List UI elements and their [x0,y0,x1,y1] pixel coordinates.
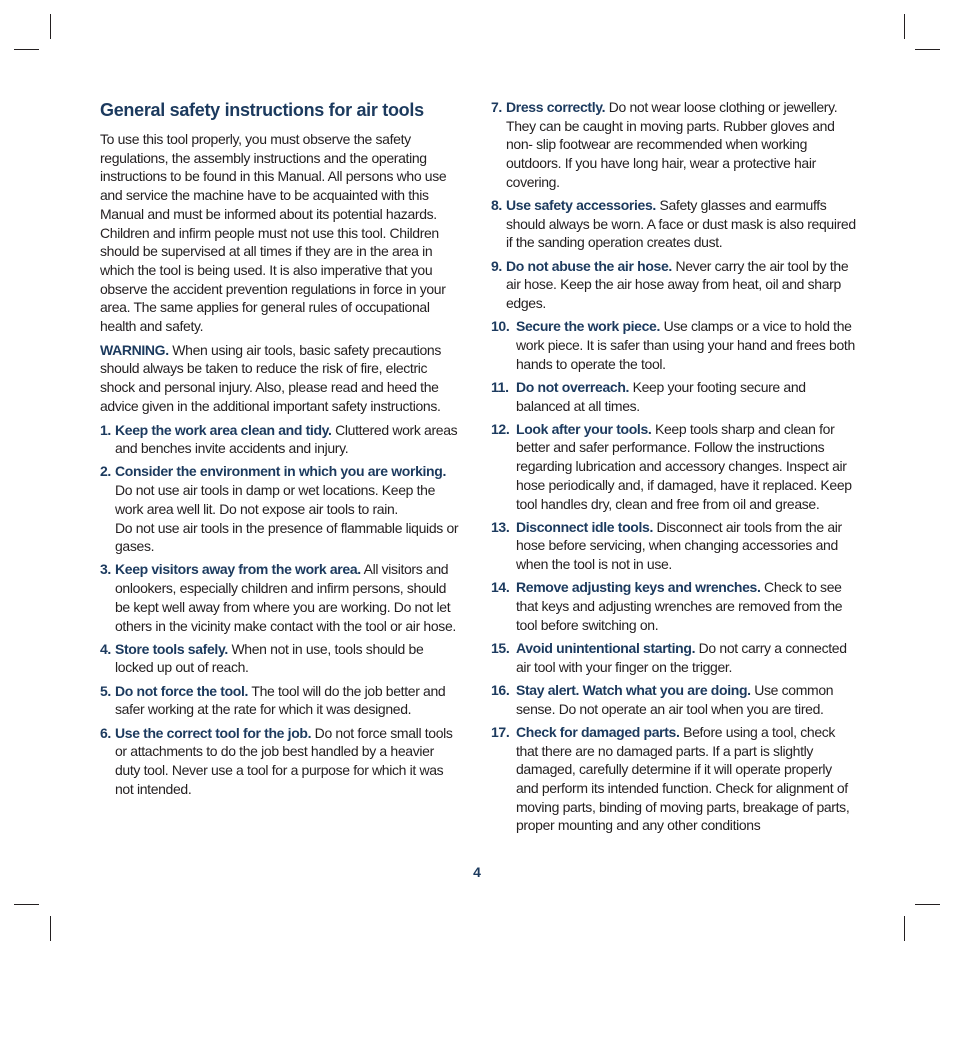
crop-mark-bottom-left-horizontal [14,904,39,905]
item-text: Before using a tool, check that there are no damaged parts. If a part is slightly damaged, carefully determine if it will operate properly and perform its intended function. Check for alignment of moving parts, binding of moving parts, breakage of parts, proper mounting and any other conditions [516,723,850,834]
crop-mark-bottom-left-vertical [50,916,51,941]
item-title: Use the correct tool for the job. [115,724,312,741]
item-number: 11. [491,378,509,395]
item-text: Cluttered work areas and benches invite accidents and injury. [115,421,458,457]
item-text-second: Do not use air tools in the presence of flammable liquids or gases. [115,519,459,555]
section-heading: General safety instructions for air tools [100,100,424,120]
item-number: 8. [491,197,502,214]
right-column [491,98,857,840]
crop-mark-top-right-horizontal [915,49,940,50]
item-text: Use common sense. Do not operate an air tool when you are tired. [516,681,834,717]
crop-mark-top-left-vertical [50,14,51,39]
warning-label: WARNING. [100,341,169,358]
list-item [491,420,857,514]
item-number: 5. [100,682,111,699]
item-title: Stay alert. Watch what you are doing. [516,681,751,698]
list-item [491,639,857,676]
item-text: All visitors and onlookers, especially children and infirm persons, should be kept well away from where you are working. Do not let others in the vicinity make contact with the tool or air hose. [115,561,456,634]
list-item [491,681,857,718]
item-number: 9. [491,257,502,274]
list-item [491,378,857,415]
list-item [491,723,857,835]
item-number: 14. [491,579,510,596]
item-title: Use safety accessories. [506,197,656,214]
item-text: Use clamps or a vice to hold the work piece. It is safer than using your hand and frees both hands to operate the tool. [516,318,855,372]
item-text: Disconnect air tools from the air hose before servicing, when changing accessories and when the tool is not in use. [516,518,842,573]
item-title: Do not overreach. [516,378,630,395]
item-title: Do not force the tool. [115,682,249,699]
item-title: Disconnect idle tools. [516,518,653,535]
item-title: Dress correctly. [506,99,606,115]
item-text: The tool will do the job better and safer working at the rate for which it was designed. [115,682,446,718]
item-title: Keep visitors away from the work area. [115,561,361,578]
item-text: Do not use air tools in damp or wet locations. Keep the work area well lit. Do not expose air tools to rain. [115,482,436,517]
item-number: 2. [100,463,111,480]
page-number: 4 [473,864,481,880]
item-text: Safety glasses and earmuffs should always be worn. A face or dust mask is also required if the sanding operation creates dust. [506,197,856,251]
item-number: 3. [100,561,111,578]
item-title: Consider the environment in which you are working. [115,463,446,480]
item-number: 15. [491,639,510,656]
item-title: Store tools safely. [115,640,228,657]
item-number: 13. [491,518,510,535]
list-item [491,257,857,313]
item-text: Do not force small tools or attachments to do the job best handled by a heavier duty tool. Never use a tool for a purpose for which it was not intended. [115,724,453,797]
list-item [100,560,462,635]
crop-mark-bottom-right-vertical [904,916,905,941]
item-number: 1. [100,421,111,438]
warning-paragraph [100,341,462,416]
safety-list-right [491,98,857,835]
item-title: Remove adjusting keys and wrenches. [516,579,761,596]
item-title: Secure the work piece. [516,318,661,335]
item-title: Check for damaged parts. [516,723,680,740]
item-text: Keep your footing secure and balanced at all times. [516,378,806,414]
list-item [491,98,857,192]
list-item [491,578,857,634]
intro-paragraph: To use this tool properly, you must observe the safety regulations, the assembly instructions and the operating instructions to be found in this Manual. All persons who use and service the machine have to be acquainted with this Manual and must be informed about its potential hazards. Children and infirm people must not use this tool. Children should be supervised at all times if they are in the area in which the tool is being used. It is also imperative that you observe the accident prevention regulations in force in your area. The same applies for general rules of occupational health and safety. [100,131,447,335]
list-item [100,462,462,556]
warning-text: When using air tools, basic safety precautions should always be taken to reduce the risk of fire, electric shock and personal injury. Also, please read and heed the advice given in the additional important safety instructions. [100,341,442,414]
crop-mark-bottom-right-horizontal [915,904,940,905]
item-number: 12. [491,420,510,437]
list-item [491,317,857,373]
crop-mark-top-right-vertical [904,14,905,39]
item-title: Avoid unintentional starting. [516,639,696,656]
item-title: Keep the work area clean and tidy. [115,421,332,438]
item-number: 10. [491,318,510,335]
item-number: 7. [491,99,502,115]
item-text: Keep tools sharp and clean for better and safer performance. Follow the instructions regarding lubrication and accessory changes. Inspect air hose periodically and, if damaged, have it replaced. Keep tool handles dry, clean and free from oil and grease. [516,420,852,512]
item-title: Do not abuse the air hose. [506,257,672,274]
item-number: 17. [491,723,510,740]
item-text: Never carry the air tool by the air hose. Keep the air hose away from heat, oil and sharp edges. [506,257,849,312]
crop-mark-top-left-horizontal [14,49,39,50]
safety-list-left [100,421,462,799]
item-text: When not in use, tools should be locked up out of reach. [115,640,424,676]
list-item [100,640,462,677]
item-number: 6. [100,724,111,741]
list-item [100,682,462,719]
list-item [100,724,462,799]
item-title: Look after your tools. [516,420,652,437]
left-column [100,98,462,803]
item-number: 4. [100,640,111,657]
item-text: Do not wear loose clothing or jewellery. They can be caught in moving parts. Rubber gloves and non- slip footwear are recommended when working outdoors. If you have long hair, wear a protective hair covering. [506,99,838,190]
list-item [100,421,462,458]
list-item [491,518,857,574]
list-item [491,196,857,252]
item-text: Do not carry a connected air tool with your finger on the trigger. [516,639,847,675]
item-text: Check to see that keys and adjusting wrenches are removed from the tool before switching on. [516,579,843,633]
item-number: 16. [491,681,510,698]
